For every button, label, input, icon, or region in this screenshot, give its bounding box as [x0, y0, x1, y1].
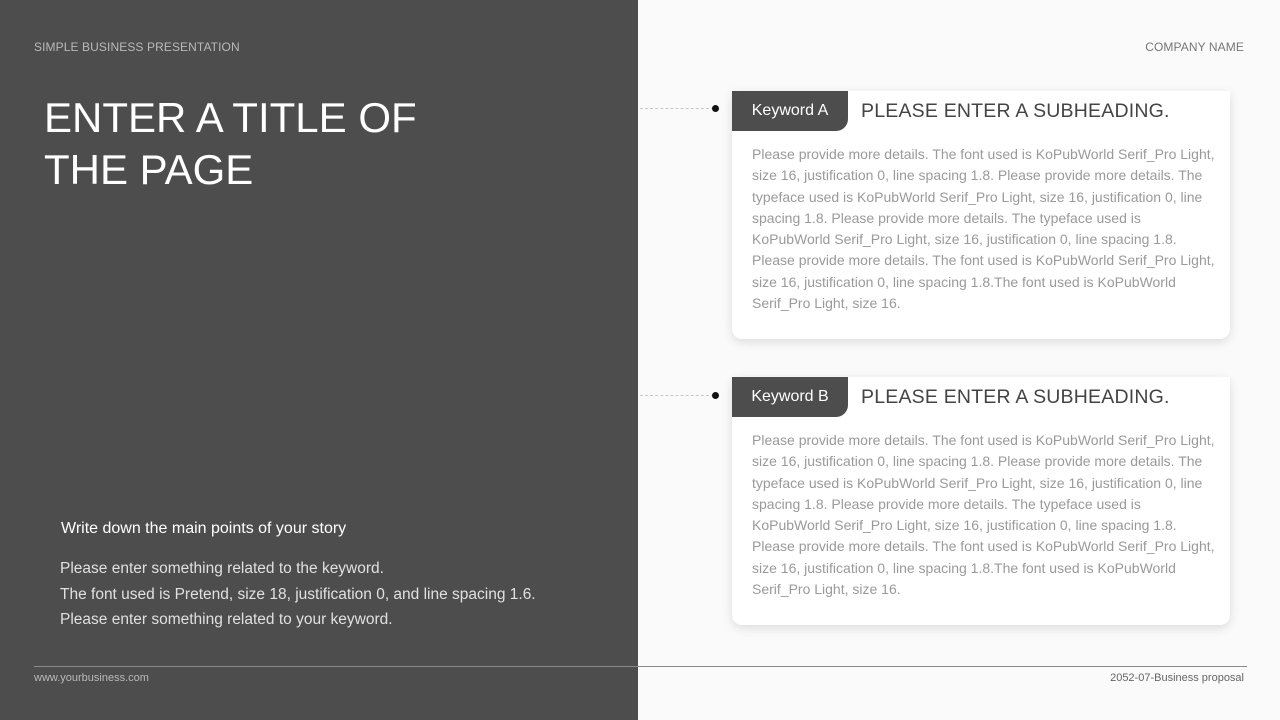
story-line: Please enter something related to your keyword. — [60, 611, 393, 629]
connector-dot-b — [712, 392, 719, 399]
footer-document-label: 2052-07-Business proposal — [1110, 672, 1244, 684]
footer-divider — [34, 666, 1247, 667]
story-text — [60, 556, 620, 633]
card-subheading-b: PLEASE ENTER A SUBHEADING. — [861, 386, 1170, 408]
keyword-tab-b: Keyword B — [732, 377, 848, 417]
page-title — [44, 92, 524, 196]
page-title-line-1: ENTER A TITLE OF — [44, 94, 417, 141]
keyword-card-b — [732, 377, 1230, 625]
footer-website: www.yourbusiness.com — [34, 672, 149, 684]
connector-dot-a — [712, 105, 719, 112]
card-body-a: Please provide more details. The font used is KoPubWorld Serif_Pro Light, size 16, justification 0, line spacing 1.8. Please provide more details. The typeface used is KoPubWorld Serif_Pro Light, size 16, justification 0, line spacing 1.8. Please provide more details. The typeface used is KoPubWorld Serif_Pro Light, size 16, justification 0, line spacing 1.8. Please provide more details. The font used is KoPubWorld Serif_Pro Light, size 16, justification 0, line spacing 1.8.The font used is KoPubWorld Serif_Pro Light, size 16. — [752, 146, 1215, 312]
keyword-card-a — [732, 91, 1230, 339]
story-line: The font used is Pretend, size 18, justification 0, and line spacing 1.6. — [60, 585, 536, 603]
company-name-label: COMPANY NAME — [1145, 40, 1244, 54]
connector-line-a — [640, 108, 714, 109]
page-title-line-2: THE PAGE — [44, 146, 254, 193]
story-heading: Write down the main points of your story — [61, 520, 347, 537]
card-subheading-a: PLEASE ENTER A SUBHEADING. — [861, 100, 1170, 122]
keyword-tab-a: Keyword A — [732, 91, 848, 131]
presentation-label: SIMPLE BUSINESS PRESENTATION — [34, 40, 240, 54]
story-line: Please enter something related to the keyword. — [60, 560, 384, 577]
connector-line-b — [640, 395, 714, 396]
card-body-b: Please provide more details. The font used is KoPubWorld Serif_Pro Light, size 16, justification 0, line spacing 1.8. Please provide more details. The typeface used is KoPubWorld Serif_Pro Light, size 16, justification 0, line spacing 1.8. Please provide more details. The typeface used is KoPubWorld Serif_Pro Light, size 16, justification 0, line spacing 1.8. Please provide more details. The font used is KoPubWorld Serif_Pro Light, size 16, justification 0, line spacing 1.8.The font used is KoPubWorld Serif_Pro Light, size 16. — [752, 432, 1215, 598]
